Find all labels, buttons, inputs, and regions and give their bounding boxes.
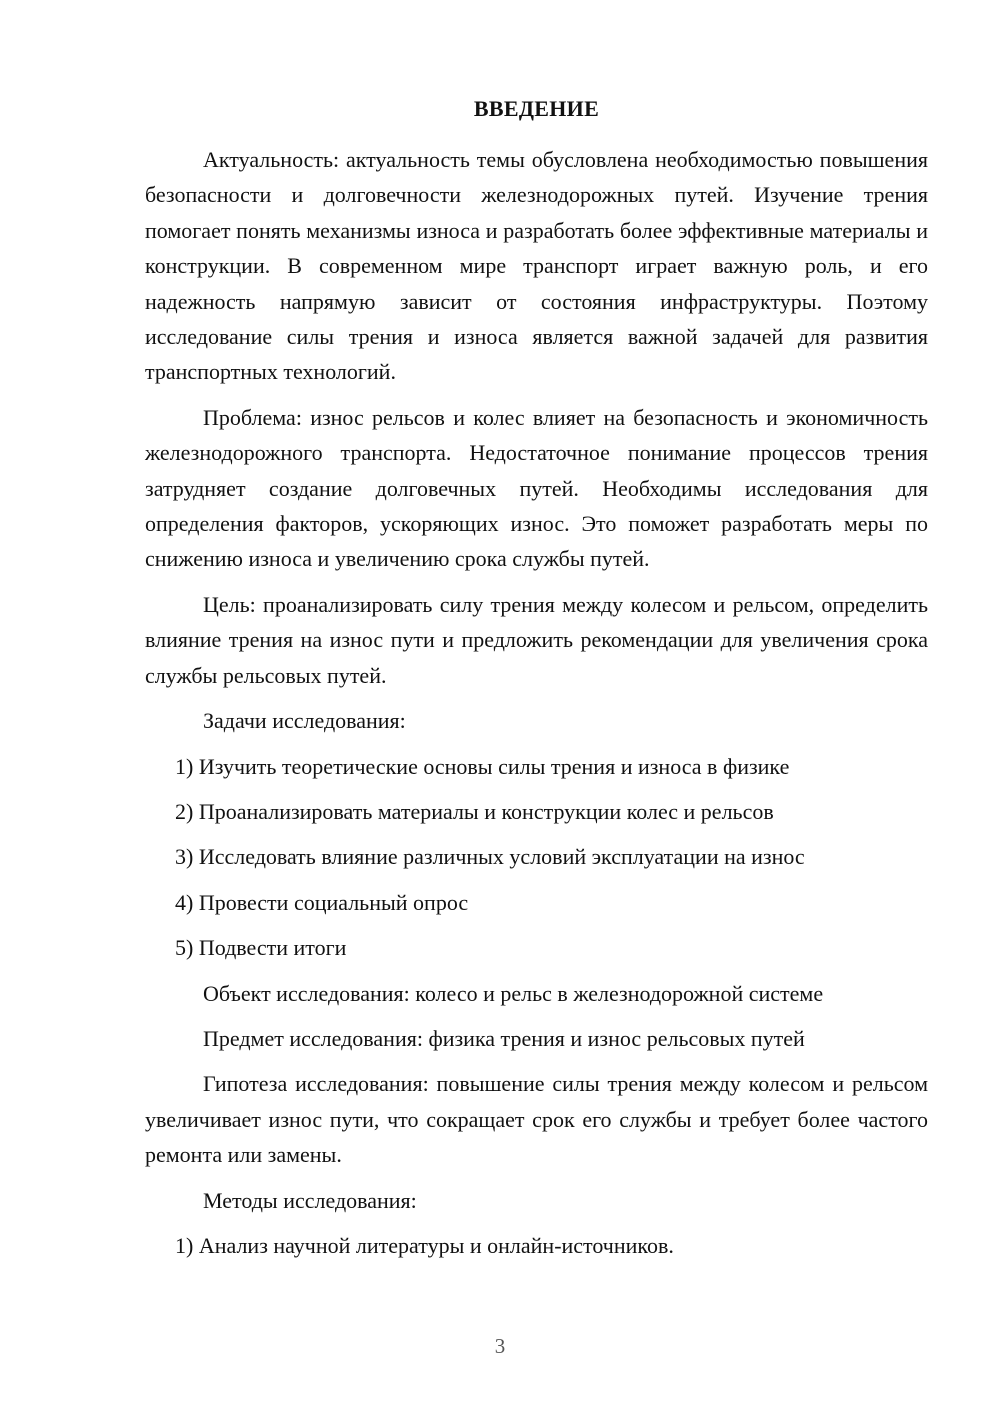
- research-subject: Предмет исследования: физика трения и износ рельсовых путей: [203, 1025, 805, 1051]
- paragraph-actuality: Актуальность: актуальность темы обусловлена необходимостью повышения безопасности и долговечности железнодорожных путей. Изучение трения помогает понять механизмы износа и разработать более эффективные материалы и конструкции. В современном мире транспорт играет важную роль, и его надежность напрямую зависит от состояния инфраструктуры. Поэтому исследование силы трения и износа является важной задачей для развития транспортных технологий.: [145, 147, 928, 385]
- page-number: 3: [494, 1334, 506, 1358]
- document-body: [145, 142, 928, 1263]
- paragraph-hypothesis: Гипотеза исследования: повышение силы трения между колесом и рельсом увеличивает износ пути, что сокращает срок его службы и требует более частого ремонта или замены.: [145, 1071, 928, 1168]
- method-item: 1) Анализ научной литературы и онлайн-источников.: [175, 1232, 674, 1258]
- task-item: 2) Проанализировать материалы и конструкции колес и рельсов: [175, 798, 774, 824]
- paragraph-problem: Проблема: износ рельсов и колес влияет на безопасность и экономичность железнодорожного транспорта. Недостаточное понимание процессов трения затрудняет создание долговечных путей. Необходимы исследования для определения факторов, ускоряющих износ. Это поможет разработать меры по снижению износа и увеличению срока службы путей.: [145, 404, 928, 572]
- page-title: ВВЕДЕНИЕ: [473, 96, 600, 121]
- paragraph-goal: Цель: проанализировать силу трения между колесом и рельсом, определить влияние трения на износ пути и предложить рекомендации для увеличения срока службы рельсовых путей.: [145, 591, 928, 688]
- methods-heading: Методы исследования:: [203, 1187, 417, 1213]
- task-item: 1) Изучить теоретические основы силы трения и износа в физике: [175, 753, 790, 779]
- task-item: 5) Подвести итоги: [175, 935, 347, 961]
- research-object: Объект исследования: колесо и рельс в железнодорожной системе: [203, 980, 824, 1006]
- task-item: 4) Провести социальный опрос: [175, 889, 469, 915]
- task-item: 3) Исследовать влияние различных условий эксплуатации на износ: [175, 844, 805, 870]
- tasks-heading: Задачи исследования:: [203, 708, 406, 734]
